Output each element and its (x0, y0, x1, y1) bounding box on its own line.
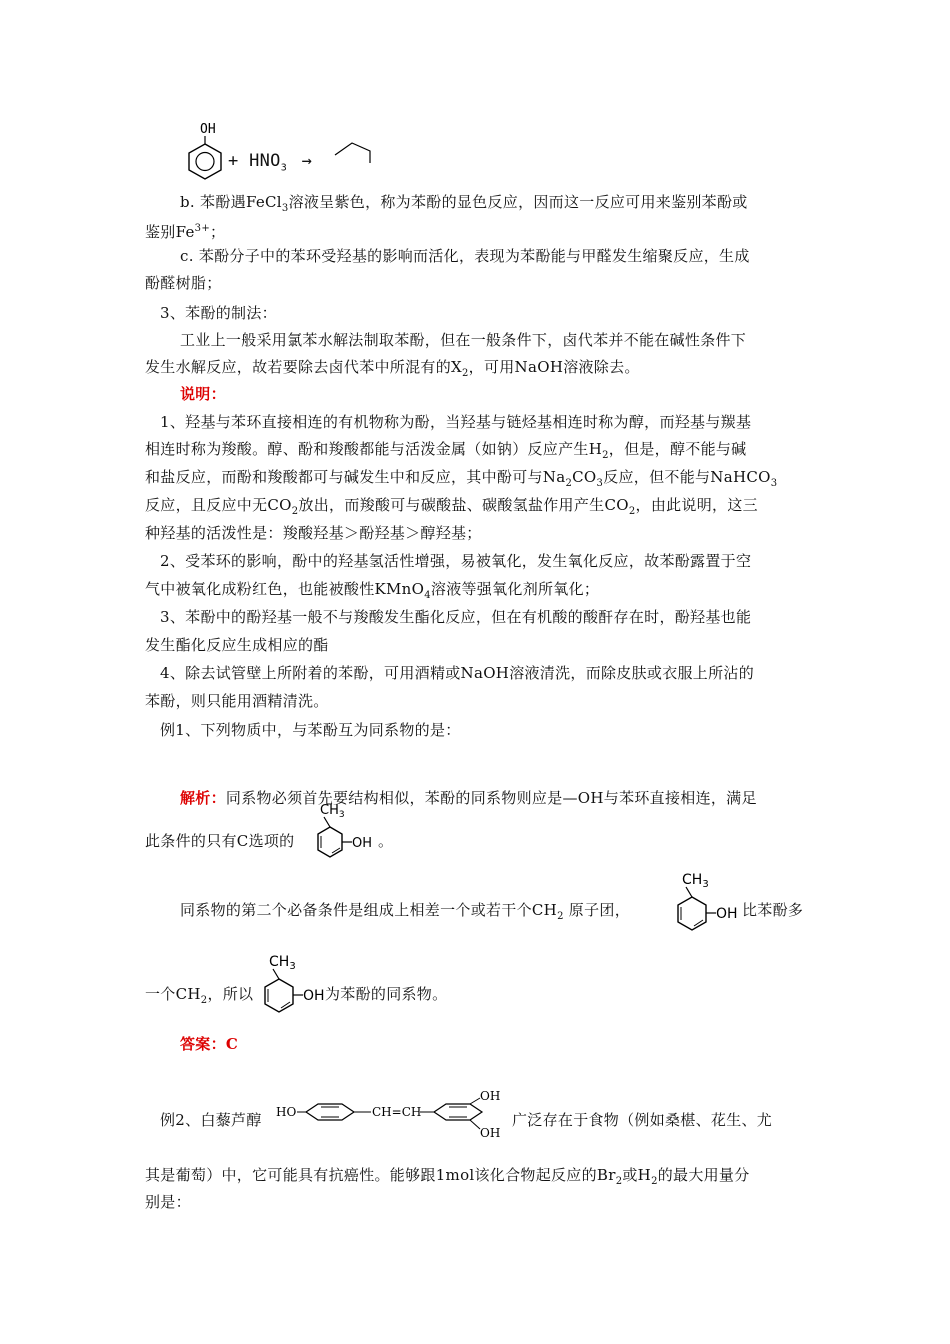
section-3-line2: 发生水解反应，故若要除去卤代苯中所混有的$X_2$，可用NaOH溶液除去。 (145, 358, 640, 379)
example-2-line3: 别是： (145, 1193, 191, 1211)
phenol-structure (180, 120, 230, 182)
svg-text:CH=CH: CH=CH (372, 1105, 422, 1119)
note-3-line1: 3、苯酚中的酚羟基一般不与羧酸发生酯化反应，但在有机酸的酸酐存在时，酚羟基也能 (160, 608, 752, 626)
note-4-line2: 苯酚，则只能用酒精清洗。 (145, 692, 329, 710)
note-2-line2: 气中被氧化成粉红色，也能被酸性KMnO$_4$溶液等强氧化剂所氧化； (145, 580, 600, 601)
svg-text:HO: HO (276, 1105, 297, 1119)
example-2-line2: 其是葡萄）中，它可能具有抗癌性。能够跟1mol该化合物起反应的$Br_2$或$H_2$的最大用量分 (145, 1166, 750, 1187)
example-1-answer: 答案：C (180, 1035, 239, 1053)
o-cresol-structure-2 (656, 868, 746, 940)
para-c-line1: c. 苯酚分子中的苯环受羟基的影响而活化，表现为苯酚能与甲醛发生缩聚反应，生成 (180, 247, 750, 265)
svg-text:OH: OH (716, 906, 738, 922)
o-cresol-structure-1 (300, 800, 390, 868)
arrow-icon: → (301, 151, 313, 171)
section-3-title: 3、苯酚的制法： (160, 304, 277, 322)
example-1-analysis-line2: 此条件的只有C选项的 (145, 832, 295, 850)
para-c-line2: 酚醛树脂； (145, 274, 222, 292)
note-3-line2: 发生酯化反应生成相应的酯 (145, 636, 329, 654)
product-placeholder (330, 133, 380, 165)
oh-label: OH (200, 122, 216, 137)
example-2-line1-end: 广泛存在于食物（例如桑椹、花生、尤 (512, 1111, 773, 1129)
svg-text:OH: OH (352, 836, 373, 851)
svg-text:OH: OH (480, 1089, 501, 1103)
para-b-line2: 鉴别$Fe^{3+}$； (145, 223, 226, 241)
note-1-line4: 反应，且反应中无$CO_2$放出，而羧酸可与碳酸盐、碳酸氢盐作用产生$CO_2$，由此说明，这三 (145, 496, 758, 517)
note-4-line1: 4、除去试管壁上所附着的苯酚，可用酒精或NaOH溶液清洗，而除皮肤或衣服上所沾的 (160, 664, 754, 682)
equation-reagent: + $HNO_3$ → (228, 151, 313, 174)
example-1-para2-end: 比苯酚多 (742, 901, 804, 919)
para-b-line1: b. 苯酚遇FeCl$_3$溶液呈紫色，称为苯酚的显色反应，因而这一反应可用来鉴别苯酚或 (180, 193, 748, 214)
o-cresol-structure-3 (243, 950, 333, 1022)
note-1-line2: 相连时称为羧酸。醇、酚和羧酸都能与活泼金属（如钠）反应产生$H_2$，但是，醇不能与碱 (145, 440, 747, 461)
note-1-line5: 种羟基的活泼性是：羧酸羟基＞酚羟基＞醇羟基； (145, 524, 482, 542)
example-1-para3: 一个$CH_2$，所以 (145, 985, 254, 1006)
svg-text:CH3: $CH_3$ (320, 803, 345, 820)
svg-text:OH: OH (303, 988, 325, 1004)
example-1-question: 例1、下列物质中，与苯酚互为同系物的是： (160, 721, 461, 739)
note-title: 说明： (180, 385, 226, 403)
example-1-analysis-line1: 解析：同系物必须首先要结构相似，苯酚的同系物则应是—OH与苯环直接相连，满足 (180, 789, 757, 807)
example-1-para3-end: 为苯酚的同系物。 (325, 985, 448, 1003)
svg-text:CH3: $CH_3$ (682, 872, 709, 890)
example-1-para2: 同系物的第二个必备条件是组成上相差一个或若干个$CH_2$ 原子团， (180, 901, 631, 922)
section-3-line1: 工业上一般采用氯苯水解法制取苯酚，但在一般条件下，卤代苯并不能在碱性条件下 (180, 331, 747, 349)
example-1-period: 。 (378, 832, 394, 850)
note-1-line3: 和盐反应，而酚和羧酸都可与碱发生中和反应，其中酚可与$Na_2CO_3$反应，但不能与NaHCO$_3$ (145, 468, 778, 489)
note-1-line1: 1、羟基与苯环直接相连的有机物称为酚，当羟基与链烃基相连时称为醇，而羟基与羰基 (160, 413, 752, 431)
resveratrol-structure (274, 1087, 508, 1149)
example-2-line1-start: 例2、白藜芦醇 (160, 1111, 262, 1129)
note-2-line1: 2、受苯环的影响，酚中的羟基氢活性增强，易被氧化，发生氧化反应，故苯酚露置于空 (160, 552, 752, 570)
svg-text:CH3: $CH_3$ (269, 954, 296, 972)
svg-text:OH: OH (480, 1126, 501, 1140)
